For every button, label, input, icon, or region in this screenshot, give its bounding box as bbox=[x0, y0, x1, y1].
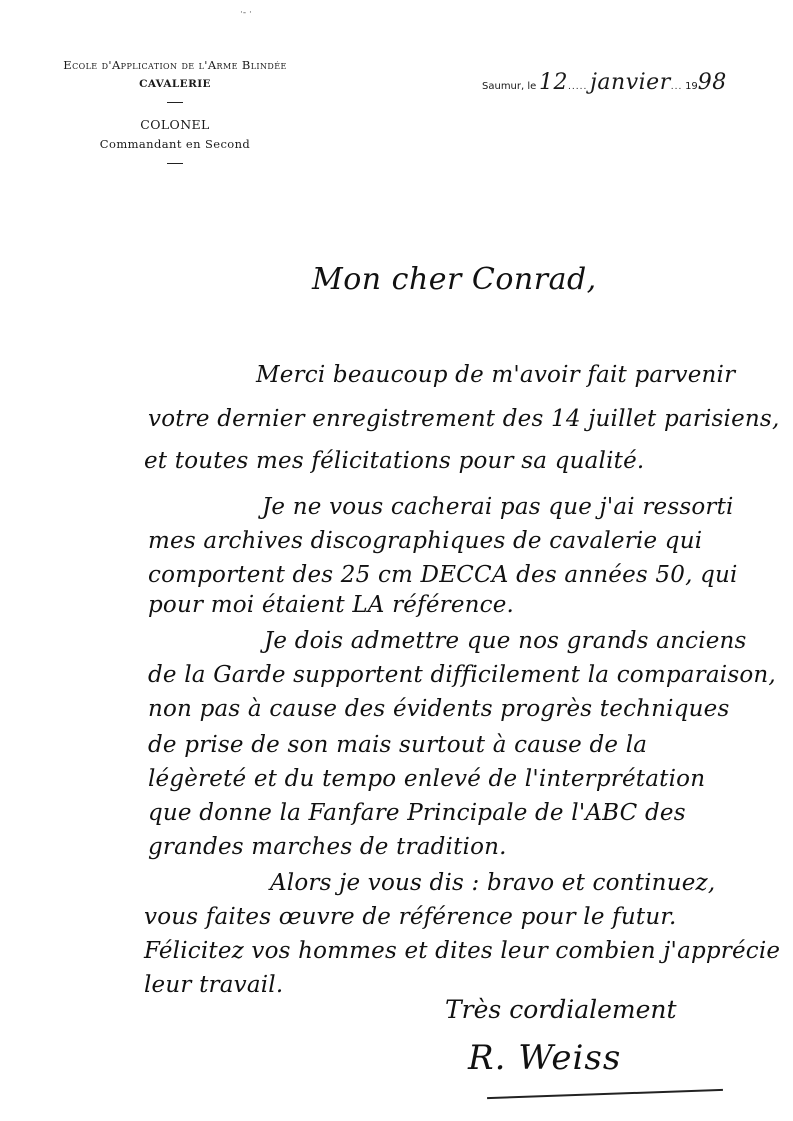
body-line: pour moi étaient LA référence. bbox=[148, 592, 515, 618]
body-line: de prise de son mais surtout à cause de la bbox=[148, 732, 648, 758]
branch-name: CAVALERIE bbox=[139, 78, 211, 90]
body-line: légèreté et du tempo enlevé de l'interprétation bbox=[148, 766, 706, 792]
body-line: comportent des 25 cm DECCA des années 50, qui bbox=[148, 562, 738, 588]
date-month: janvier bbox=[590, 70, 671, 95]
letterhead-divider bbox=[167, 102, 183, 103]
signature-underline bbox=[487, 1089, 723, 1099]
date-dots-2: ... bbox=[670, 82, 683, 92]
body-line: Félicitez vos hommes et dites leur combien j'apprécie bbox=[144, 938, 781, 964]
signature: R. Weiss bbox=[468, 1038, 622, 1078]
body-line: de la Garde supportent difficilement la comparaison, bbox=[148, 662, 776, 688]
dateline bbox=[482, 70, 727, 95]
date-year-printed: 19 bbox=[685, 81, 698, 92]
position-title: Commandant en Second bbox=[99, 137, 251, 151]
body-line: et toutes mes félicitations pour sa qualité. bbox=[144, 448, 645, 474]
body-line: Je ne vous cacherai pas que j'ai ressorti bbox=[262, 494, 734, 520]
body-line: Alors je vous dis : bravo et continuez, bbox=[270, 870, 716, 896]
date-prefix: Saumur, le bbox=[482, 81, 537, 92]
body-line: que donne la Fanfare Principale de l'ABC des bbox=[148, 800, 686, 826]
scan-speck: ·- · bbox=[240, 8, 252, 18]
body-line: Je dois admettre que nos grands anciens bbox=[264, 628, 747, 654]
closing: Très cordialement bbox=[445, 995, 677, 1024]
body-line: mes archives discographiques de cavalerie qui bbox=[148, 528, 703, 554]
date-day: 12 bbox=[539, 70, 569, 95]
school-name: Ecole d'Application de l'Arme Blindée bbox=[63, 58, 287, 72]
body-line: non pas à cause des évidents progrès techniques bbox=[148, 696, 730, 722]
body-line: vous faites œuvre de référence pour le futur. bbox=[144, 904, 677, 930]
body-line: leur travail. bbox=[144, 972, 284, 998]
body-line: votre dernier enregistrement des 14 juillet parisiens, bbox=[148, 406, 780, 432]
date-dots: ..... bbox=[568, 82, 588, 92]
body-line: grandes marches de tradition. bbox=[148, 834, 507, 860]
letterhead-divider-bottom bbox=[167, 163, 183, 164]
salutation: Mon cher Conrad, bbox=[312, 262, 597, 297]
letterhead bbox=[30, 56, 320, 164]
body-line: Merci beaucoup de m'avoir fait parvenir bbox=[256, 362, 736, 388]
date-year-hand: 98 bbox=[697, 70, 727, 95]
rank-title: COLONEL bbox=[140, 117, 210, 132]
